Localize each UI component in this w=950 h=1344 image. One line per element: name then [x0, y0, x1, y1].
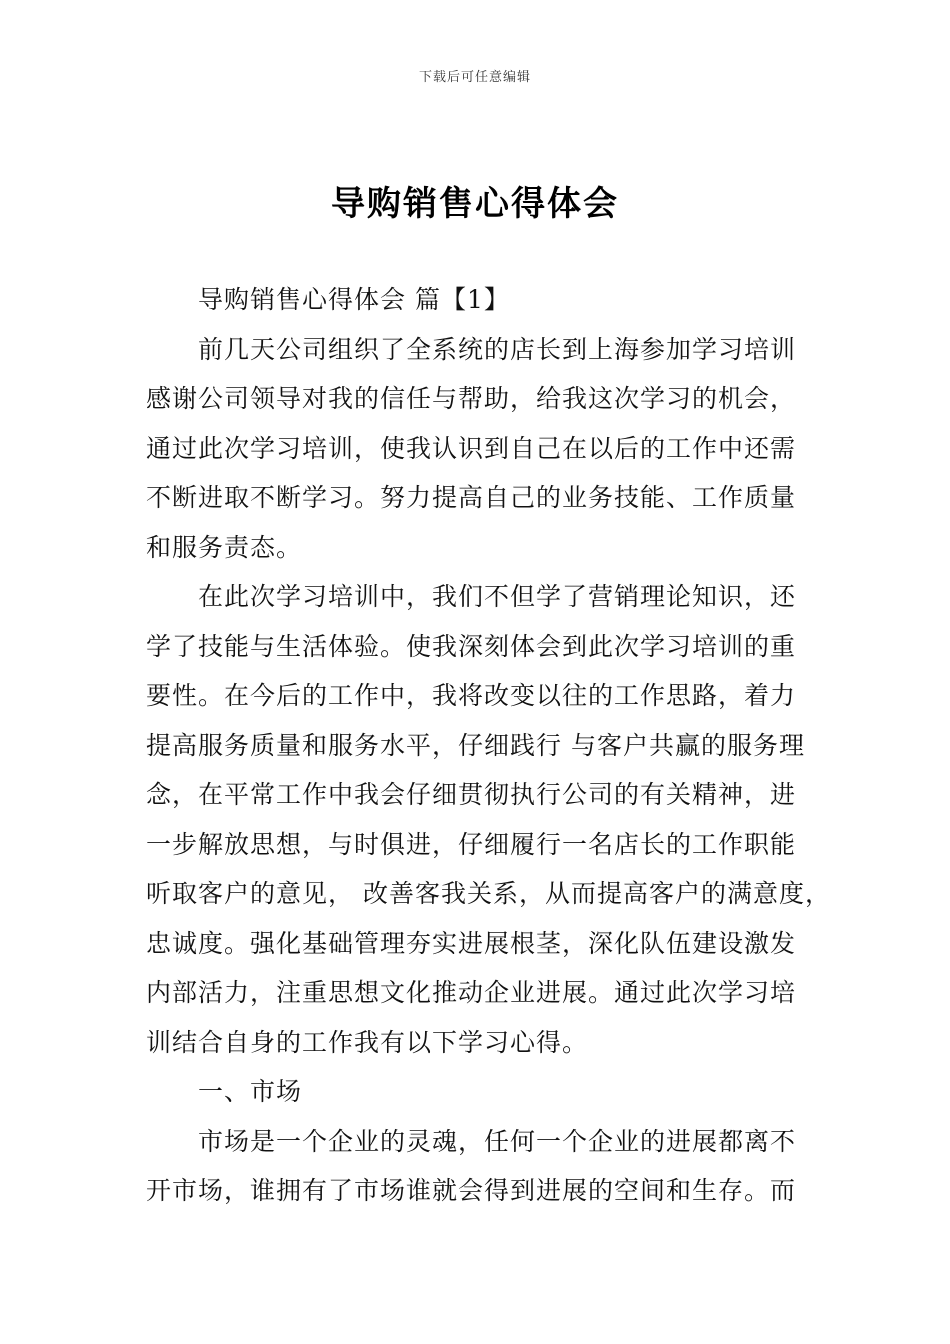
document-body [146, 280, 831, 1221]
text-line: 听取客户的意见， 改善客我关系，从而提高客户的满意度， [146, 879, 831, 908]
text-line: 一、市场 [198, 1077, 303, 1106]
text-line: 训结合自身的工作我有以下学习心得。 [146, 1027, 589, 1057]
header-note: 下载后可任意编辑 [418, 70, 531, 85]
text-line: 忠诚度。强化基础管理夯实进展根茎，深化队伍建设激发 [146, 928, 797, 958]
text-line: 市场是一个企业的灵魂，任何一个企业的进展都离不 [198, 1126, 797, 1156]
text-line: 要性。在今后的工作中，我将改变以往的工作思路，着力 [146, 681, 797, 710]
text-line: 不断进取不断学习。努力提高自己的业务技能、工作质量 [146, 483, 797, 512]
text-line: 提高服务质量和服务水平，仔细践行 与客户共赢的服务理 [146, 730, 805, 760]
text-line: 前几天公司组织了全系统的店长到上海参加学习培训 [198, 334, 797, 364]
text-line: 一步解放思想，与时俱进，仔细履行一名店长的工作职能 [146, 829, 797, 859]
text-line: 通过此次学习培训，使我认识到自己在以后的工作中还需 [146, 433, 797, 463]
text-line: 和服务责态。 [146, 532, 303, 562]
text-line: 学了技能与生活体验。使我深刻体会到此次学习培训的重 [146, 631, 797, 661]
text-line: 内部活力，注重思想文化推动企业进展。通过此次学习培 [146, 978, 797, 1007]
text-line: 导购销售心得体会 篇【1】 [198, 285, 510, 314]
text-line: 在此次学习培训中，我们不但学了营销理论知识，还 [198, 582, 797, 611]
document-title: 导购销售心得体会 [331, 184, 619, 224]
text-line: 念，在平常工作中我会仔细贯彻执行公司的有关精神，进 [146, 780, 797, 809]
text-line: 开市场，谁拥有了市场谁就会得到进展的空间和生存。而 [146, 1176, 797, 1205]
text-line: 感谢公司领导对我的信任与帮助，给我这次学习的机会， [146, 384, 797, 413]
